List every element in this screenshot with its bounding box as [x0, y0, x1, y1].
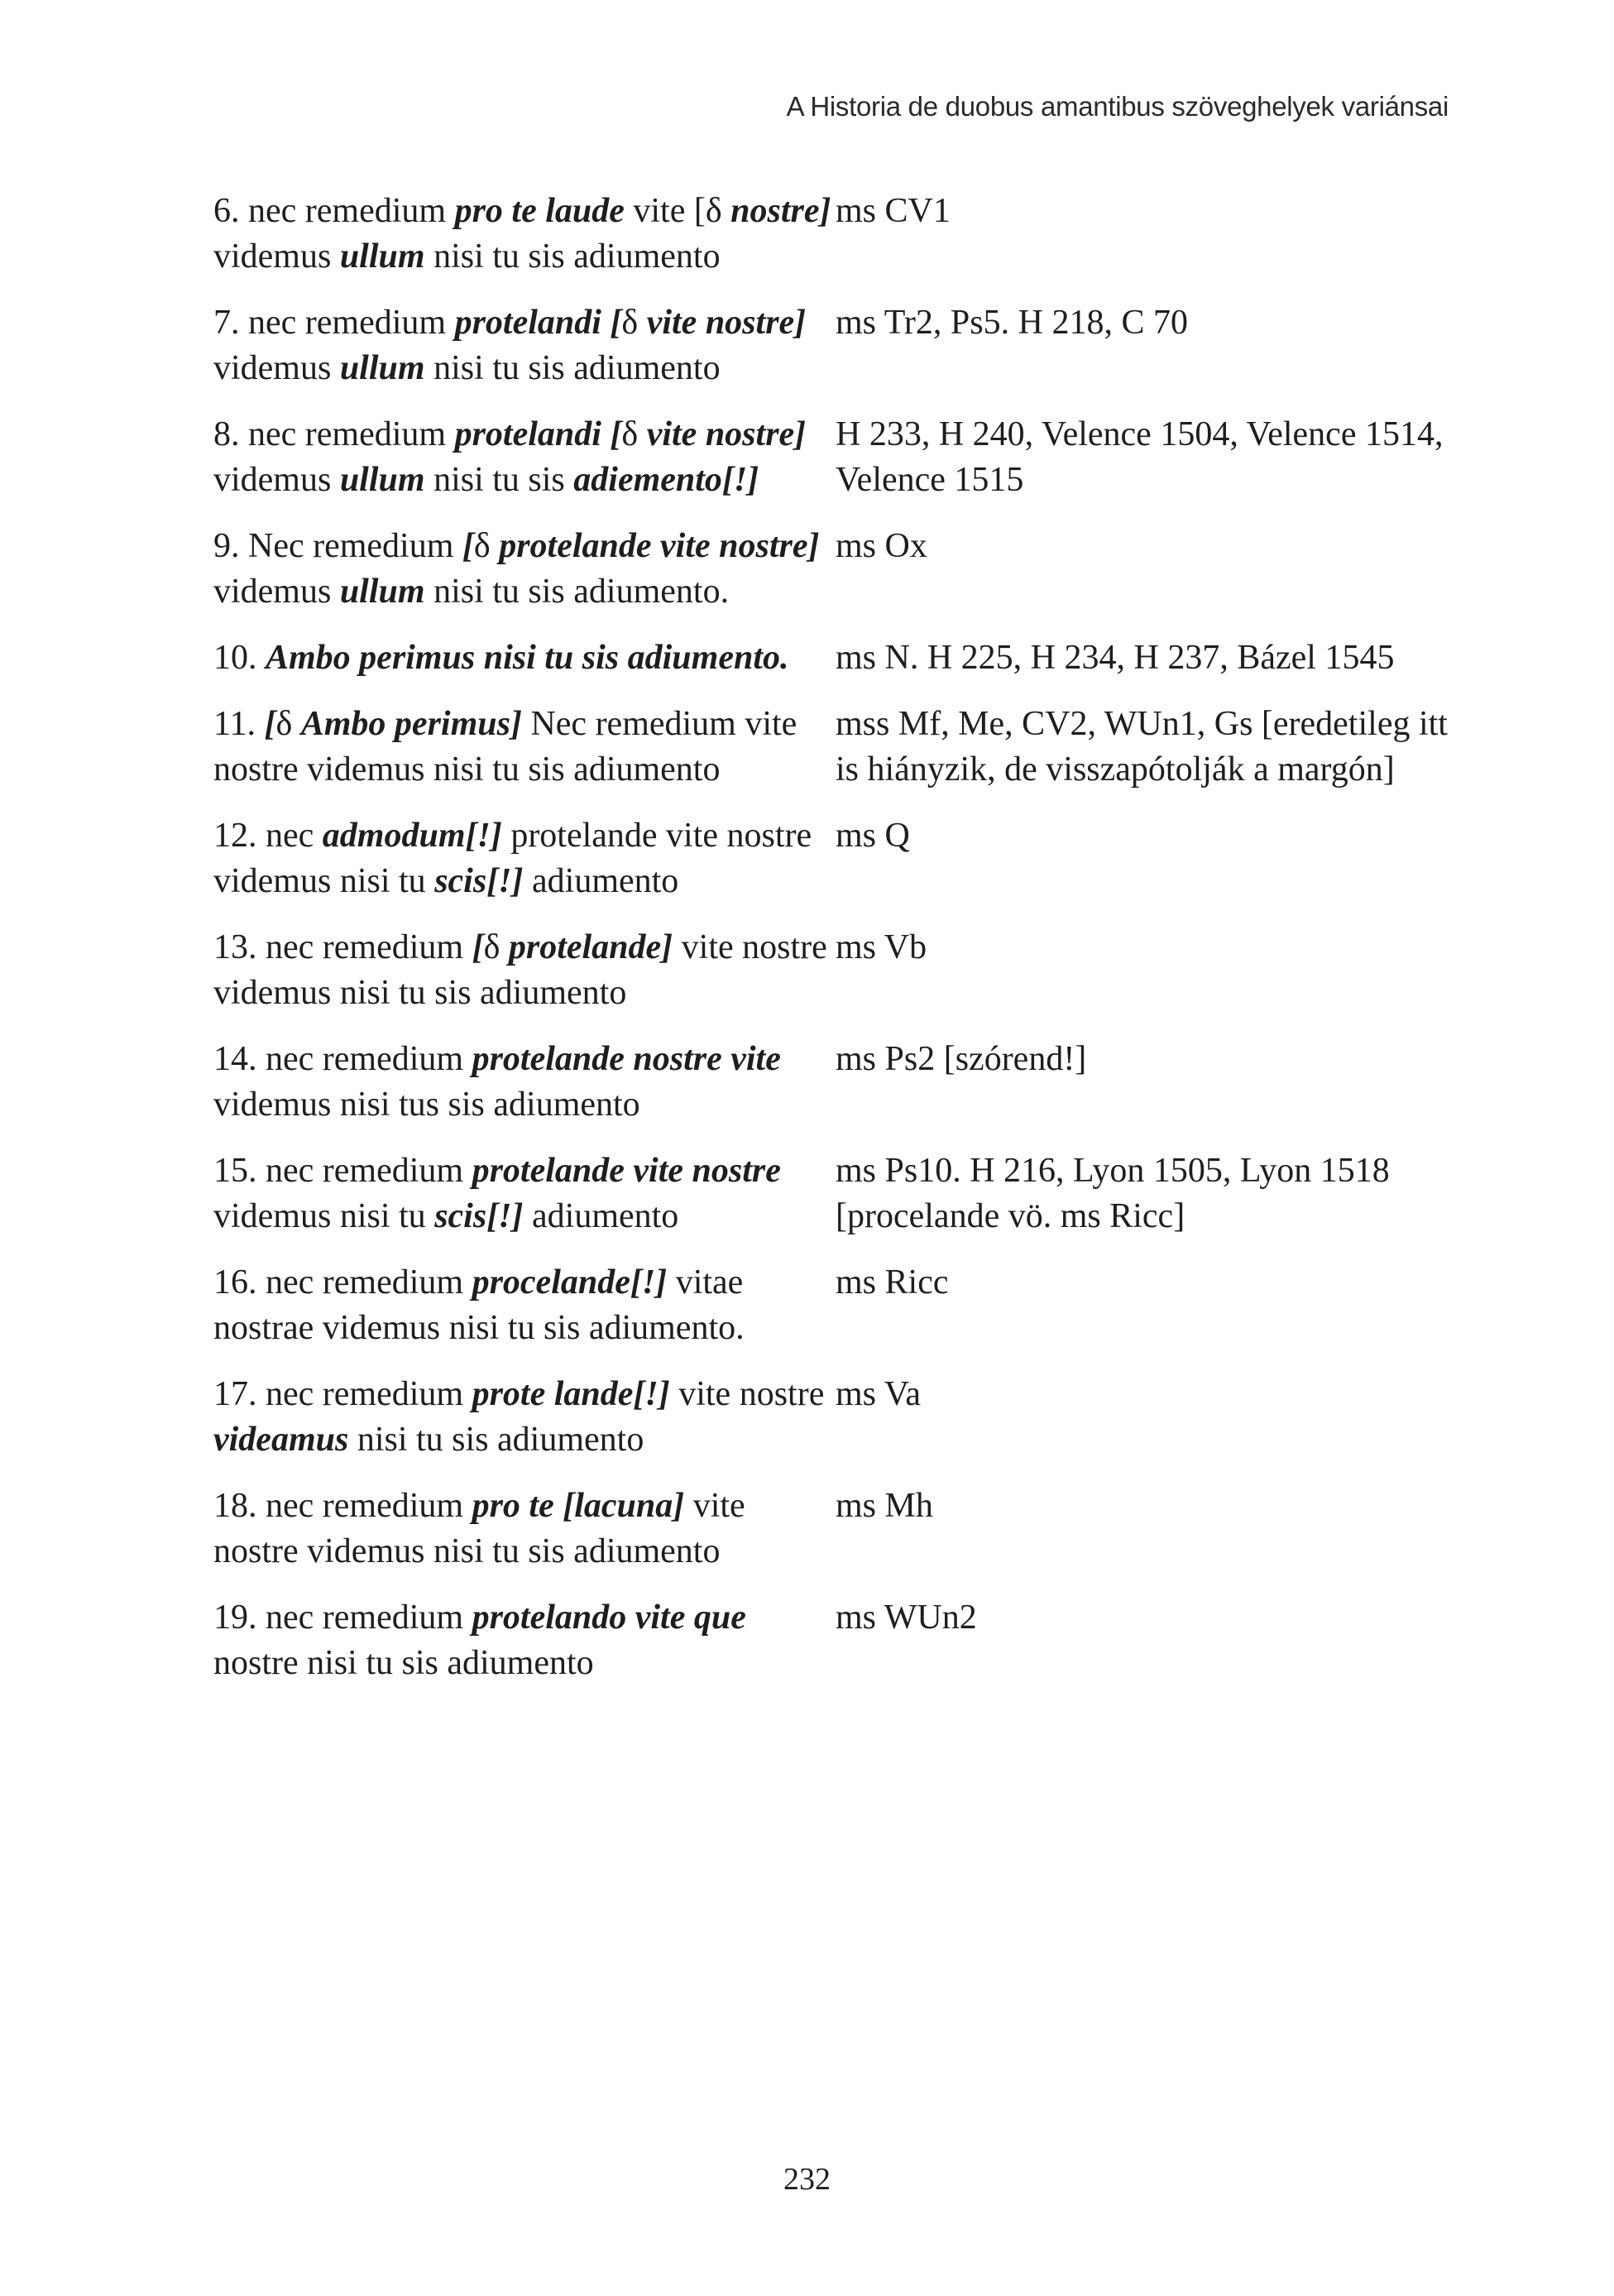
variant-emphasis: scis[!] [434, 862, 524, 900]
variant-segment: Nec remedium vite nostre videmus nisi tu sis adiumento [213, 705, 797, 789]
variant-segment: videmus [213, 349, 340, 387]
variant-segment: vite nostre [669, 1375, 825, 1413]
variant-text [213, 1595, 836, 1686]
variant-text [213, 702, 836, 793]
variant-entry [213, 813, 1471, 904]
variant-segment: nisi tu sis adiumento [424, 237, 721, 276]
variant-entry [213, 702, 1471, 793]
variant-text [213, 300, 836, 391]
variant-segment: δ [483, 928, 509, 966]
variant-emphasis: nostre] [730, 192, 831, 230]
variant-source: ms WUn2 [836, 1599, 977, 1637]
variant-emphasis: scis[!] [434, 1197, 524, 1235]
variant-emphasis: pro te laude [454, 192, 625, 230]
variant-segment: δ [621, 415, 647, 453]
variant-entry [213, 1595, 1471, 1686]
variant-text [213, 813, 836, 904]
variant-emphasis: protelandi [ [454, 304, 622, 342]
variant-segment: vite nostre videmus nisi tu sis adiumento [213, 1487, 745, 1570]
variant-emphasis: [ [462, 527, 474, 565]
variant-table [213, 189, 1471, 1686]
variant-emphasis: admodum[!] [322, 817, 502, 855]
variant-segment: videmus nisi tus sis adiumento [213, 1086, 640, 1124]
variant-source: ms Mh [836, 1487, 933, 1525]
variant-entry [213, 1484, 1471, 1575]
variant-emphasis: protelandi [ [454, 415, 622, 453]
variant-entry [213, 925, 1471, 1016]
variant-source: ms Ox [836, 527, 927, 565]
variant-source: ms CV1 [836, 192, 951, 230]
variant-text [213, 635, 836, 681]
variant-segment: 7. nec remedium [213, 304, 455, 342]
variant-text [213, 925, 836, 1016]
variant-segment: 11. [213, 705, 265, 743]
running-header: A Historia de duobus amantibus szöveghelyek variánsai [786, 91, 1449, 122]
variant-segment: 6. nec remedium [213, 192, 455, 230]
variant-segment: nisi tu sis adiumento [348, 1421, 644, 1459]
variant-emphasis: protelande vite nostre] [499, 527, 820, 565]
variant-emphasis: Ambo perimus nisi tu sis adiumento. [266, 639, 789, 677]
variant-emphasis: vite nostre] [646, 415, 807, 453]
variant-emphasis: ullum [339, 237, 425, 276]
variant-source: ms Tr2, Ps5. H 218, C 70 [836, 304, 1188, 342]
variant-segment: δ [275, 705, 301, 743]
variant-segment: videmus [213, 237, 340, 276]
variant-text [213, 1372, 836, 1463]
variant-source: ms Ps2 [szórend!] [836, 1040, 1087, 1078]
variant-text [213, 189, 836, 280]
variant-emphasis: ullum [339, 461, 425, 499]
variant-segment: protelande vite nostre videmus nisi tu [213, 817, 812, 900]
variant-emphasis: prote lande[!] [472, 1375, 670, 1413]
variant-source: ms Ricc [836, 1263, 949, 1301]
variant-emphasis: pro te [lacuna] [472, 1487, 685, 1525]
variant-emphasis: ullum [339, 349, 425, 387]
variant-entry [213, 524, 1471, 615]
variant-entry [213, 189, 1471, 280]
variant-segment: videmus [213, 461, 340, 499]
variant-entry [213, 1260, 1471, 1351]
variant-emphasis: ullum [339, 573, 425, 611]
page-number: 232 [783, 2162, 831, 2197]
variant-segment: 9. Nec remedium [213, 527, 462, 565]
variant-segment: videmus [213, 573, 340, 611]
variant-segment: 18. nec remedium [213, 1487, 472, 1525]
variant-entry [213, 300, 1471, 391]
variant-source: ms Vb [836, 928, 927, 966]
variant-entry [213, 1372, 1471, 1463]
variant-segment: vite [δ [624, 192, 731, 230]
variant-source: mss Mf, Me, CV2, WUn1, Gs [eredetileg itt is hiányzik, de visszapótolják a margón] [836, 705, 1448, 789]
variant-segment: 15. nec remedium [213, 1152, 472, 1190]
variant-emphasis: protelando vite que [472, 1599, 746, 1637]
variant-text [213, 524, 836, 615]
variant-text [213, 1148, 836, 1239]
variant-segment: nisi tu sis adiumento. [424, 573, 730, 611]
variant-segment: 19. nec remedium [213, 1599, 472, 1637]
variant-emphasis: protelande nostre vite [472, 1040, 781, 1078]
variant-emphasis: protelande] [508, 928, 673, 966]
variant-entry [213, 635, 1471, 681]
variant-emphasis: vite nostre] [646, 304, 807, 342]
variant-source: ms N. H 225, H 234, H 237, Bázel 1545 [836, 639, 1395, 677]
variant-segment: δ [621, 304, 647, 342]
variant-segment: vite nostre videmus nisi tu sis adiumento [213, 928, 827, 1012]
variant-text [213, 1484, 836, 1575]
variant-source: H 233, H 240, Velence 1504, Velence 1514, Velence 1515 [836, 415, 1444, 499]
variant-segment: 14. nec remedium [213, 1040, 472, 1078]
variant-segment: 12. nec [213, 817, 323, 855]
variant-entry [213, 1148, 1471, 1239]
variant-emphasis: procelande[!] [472, 1263, 668, 1301]
variant-emphasis: protelande vite nostre [472, 1152, 781, 1190]
variant-segment: nisi tu sis adiumento [424, 349, 721, 387]
variant-emphasis: [ [264, 705, 276, 743]
variant-entry [213, 412, 1471, 503]
variant-segment: adiumento [523, 1197, 679, 1235]
variant-segment: 17. nec remedium [213, 1375, 472, 1413]
variant-text [213, 1260, 836, 1351]
variant-source: ms Ps10. H 216, Lyon 1505, Lyon 1518 [procelande vö. ms Ricc] [836, 1152, 1390, 1235]
variant-entry [213, 1037, 1471, 1128]
variant-text [213, 412, 836, 503]
variant-text [213, 1037, 836, 1128]
variant-emphasis: adiemento[!] [573, 461, 759, 499]
variant-segment: nostre nisi tu sis adiumento [213, 1644, 594, 1682]
variant-segment: 8. nec remedium [213, 415, 455, 453]
variant-source: ms Va [836, 1375, 922, 1413]
variant-segment: δ [473, 527, 500, 565]
variant-segment: 16. nec remedium [213, 1263, 472, 1301]
variant-segment: 10. [213, 639, 266, 677]
variant-emphasis: [ [472, 928, 484, 966]
variant-segment: nisi tu sis [424, 461, 574, 499]
variant-segment: adiumento [523, 862, 679, 900]
variant-segment: vitae nostrae videmus nisi tu sis adiumento. [213, 1263, 745, 1347]
variant-source: ms Q [836, 817, 910, 855]
variant-segment: videmus nisi tu [213, 1197, 435, 1235]
variant-emphasis: Ambo perimus] [300, 705, 522, 743]
variant-emphasis: videamus [213, 1421, 349, 1459]
variant-segment: 13. nec remedium [213, 928, 472, 966]
